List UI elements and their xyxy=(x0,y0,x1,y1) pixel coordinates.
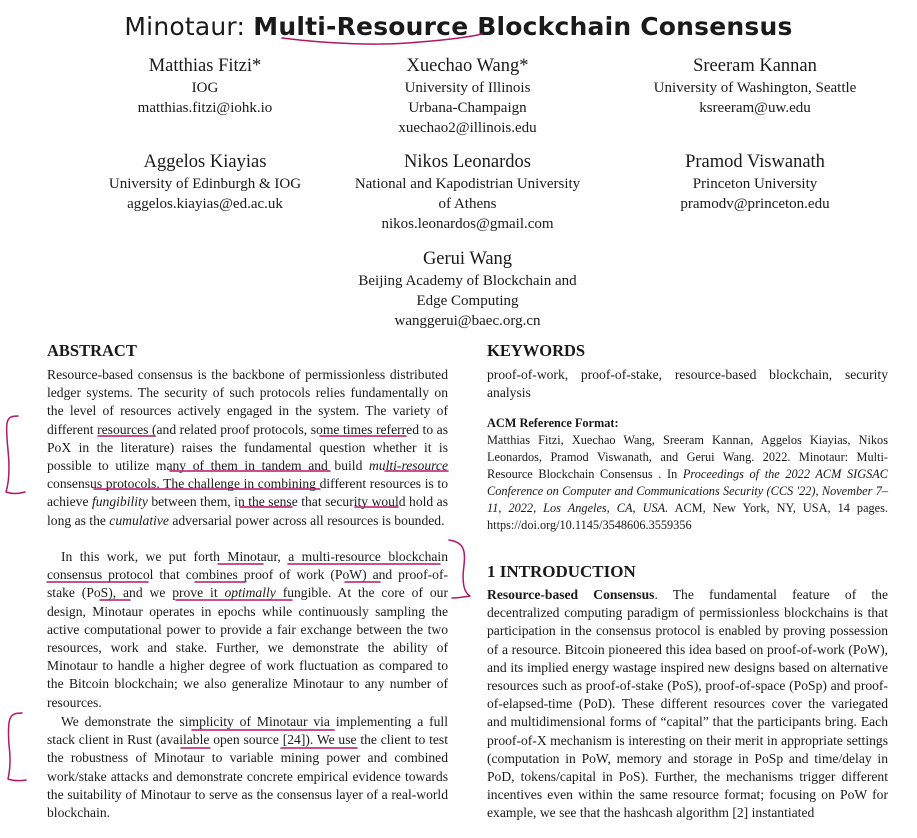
author-affiliation-line2: Urbana-Champaign xyxy=(408,100,527,116)
author-block xyxy=(615,151,895,214)
abstract-text: In this work, we put forth Minotaur, a multi-resource blockchain consensus protocol that combines proof of work (PoW) and proof-of-stake (PoS), and we prove it xyxy=(47,549,448,601)
bracket-left-2 xyxy=(8,713,26,781)
abstract-emphasis: optimally xyxy=(224,585,276,601)
abstract-paragraph-3: We demonstrate the simplicity of Minotaur via implementing a full stack client in Rust (available open source [24]). We use the client to test the robustness of Minotaur to variable mining power and combined work/stake attacks and demonstrate concrete empirical evidence towards the suitability of Minotaur to serve as the consensus layer of a real-world blockchain. xyxy=(47,714,448,821)
acm-reference-part: ACM, New York, NY, USA, 14 pages. https://doi.org/10.1145/3548606.3559356 xyxy=(487,501,888,532)
abstract-paragraph-1 xyxy=(47,366,448,530)
author-affiliation: University of Washington, Seattle xyxy=(653,80,857,96)
author-email: aggelos.kiayias@ed.ac.uk xyxy=(127,196,283,212)
introduction-lead: Resource-based Consensus xyxy=(487,587,655,602)
author-email: ksreeram@uw.edu xyxy=(699,100,811,116)
author-email: xuechao2@illinois.edu xyxy=(398,120,537,136)
author-affiliation: University of Illinois xyxy=(404,80,531,96)
author-email: wanggerui@baec.org.cn xyxy=(394,313,541,329)
author-block xyxy=(610,55,900,118)
author-affiliation: Princeton University xyxy=(692,176,818,192)
acm-reference-text xyxy=(487,432,888,534)
author-name: Pramod Viswanath xyxy=(685,152,825,172)
author-affiliation-line2: Edge Computing xyxy=(416,293,519,309)
title-prefix: Minotaur: xyxy=(124,12,254,41)
keywords-text: proof-of-work, proof-of-stake, resource-based blockchain, security analysis xyxy=(487,367,888,401)
author-email: nikos.leonardos@gmail.com xyxy=(381,216,554,232)
author-name: Aggelos Kiayias xyxy=(143,152,267,172)
acm-reference-venue: Proceedings of the 2022 ACM SIGSAC Conference on Computer and Communications Security (CCS '22), November 7–11, 2022, Los Angeles, CA, USA. xyxy=(487,467,888,515)
introduction-paragraph xyxy=(487,586,888,823)
abstract-text: between them, in the sense that security would hold as long as the xyxy=(47,494,448,528)
author-name: Matthias Fitzi* xyxy=(148,56,262,76)
bracket-left-1 xyxy=(6,416,25,494)
abstract-emphasis: multi-resource xyxy=(368,458,448,474)
author-block xyxy=(70,151,340,214)
acm-reference-part: Matthias Fitzi, Xuechao Wang, Sreeram Kannan, Aggelos Kiayias, Nikos Leonardos, Pramod Viswanath, and Gerui Wang. 2022. Minotaur: Multi-Resource Blockchain Consensus . In xyxy=(487,433,888,481)
abstract-text: consensus protocols. The challenge in combining different resources is to achieve xyxy=(47,476,448,510)
abstract-heading: ABSTRACT xyxy=(47,341,137,360)
introduction-heading: 1 INTRODUCTION xyxy=(487,562,636,581)
author-name: Nikos Leonardos xyxy=(404,152,531,172)
author-name: Gerui Wang xyxy=(422,249,513,269)
paper-title xyxy=(0,12,917,41)
author-affiliation: National and Kapodistrian University xyxy=(354,176,581,192)
author-name: Sreeram Kannan xyxy=(693,56,817,76)
introduction-text: . The fundamental feature of the decentralized computing paradigm of permissionless blockchains is that participation in the consensus protocol is enabled by proving possession of a resource. Bitcoin pioneered this idea based on proof-of-work (PoW), and its implied energy wastage inspired new designs based on alternative resources such as proof-of-stake (PoS), proof-of-space (PoSp) and proof-of-elapsed-time (PoD). These different resources cover the variegated and multidimensional forms of “capital” that the participants bring. Each proof-of-X mechanism is interesting on their merit in appropriate settings (computation in PoW, memory and storage in PoSp and time/delay in PoD, tokens/capital in PoS). Further, the mechanisms trigger different incentives even within the same resource format; focusing on PoW for example, we see that the hashcash algorithm [2] instantiated xyxy=(487,587,888,821)
abstract-text: adversarial power across all resources is bounded. xyxy=(168,512,445,528)
abstract-text: fungible. At the core of our design, Minotaur operates in epochs while continuously sampling the active computational power to provide a fair exchange between the two resources, work and stake. Further, we demonstrate the ability of Minotaur to handle a higher degree of work fluctuation as compared to the Bitcoin blockchain; we also generalize Minotaur to any number of resources. xyxy=(47,585,448,710)
author-affiliation: Beijing Academy of Blockchain and xyxy=(358,273,577,289)
author-email: matthias.fitzi@iohk.io xyxy=(137,100,273,116)
bracket-right xyxy=(449,540,470,598)
author-name: Xuechao Wang* xyxy=(406,56,529,76)
author-block xyxy=(80,55,330,118)
title-main: Multi-Resource Blockchain Consensus xyxy=(253,12,793,41)
abstract-paragraph-2 xyxy=(47,548,448,712)
author-affiliation-line2: of Athens xyxy=(438,196,497,212)
author-email: pramodv@princeton.edu xyxy=(680,196,830,212)
author-affiliation: IOG xyxy=(191,80,219,96)
abstract-text: Resource-based consensus is the backbone of permissionless distributed ledger systems. The security of such protocols relies fundamentally on the level of resources actively engaged in the system. The variety of different resources (and related proof protocols, some times referred to as PoX in the literature) raises the fundamental question whether it is possible to utilize many of them in tandem and build xyxy=(47,367,448,474)
keywords-heading: KEYWORDS xyxy=(487,341,586,360)
abstract-emphasis: cumulative xyxy=(109,512,169,528)
author-block xyxy=(335,55,600,138)
acm-reference-heading: ACM Reference Format: xyxy=(487,416,619,430)
author-block xyxy=(325,248,610,331)
author-affiliation: University of Edinburgh & IOG xyxy=(108,176,302,192)
abstract-emphasis: fungibility xyxy=(91,494,148,510)
author-block xyxy=(325,151,610,234)
